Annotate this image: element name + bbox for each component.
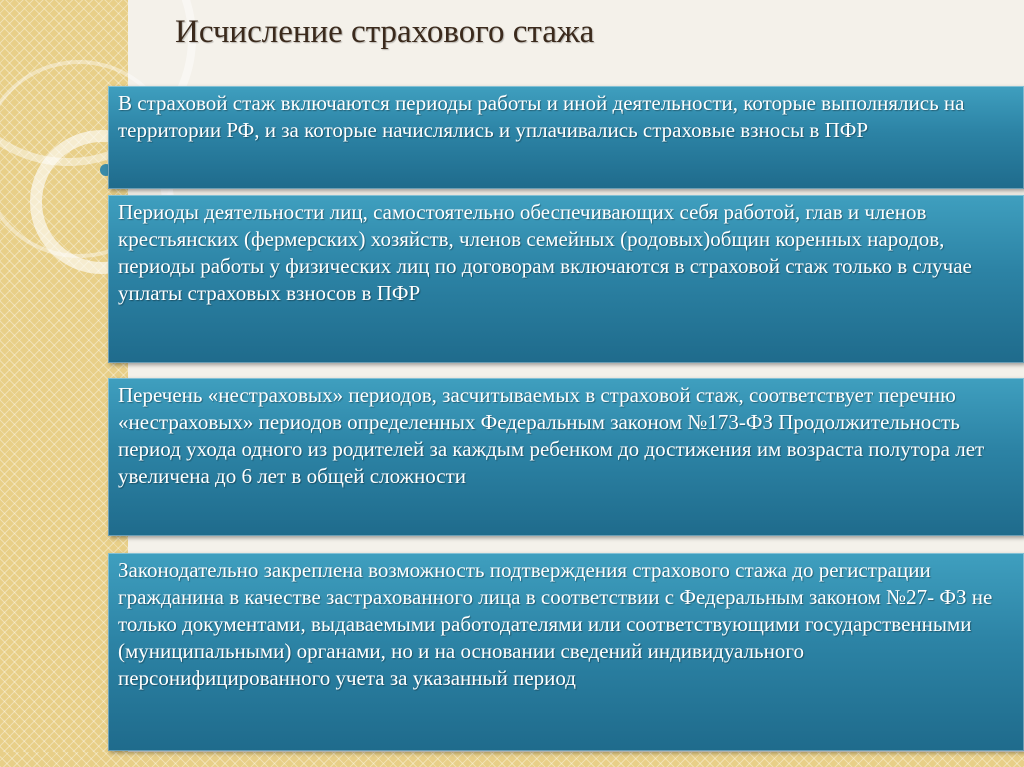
text-block-content: Законодательно закреплена возможность подтверждения страхового стажа до регистрации гражданина в качестве застрахованного лица в соответствии с Федеральным законом №27- ФЗ не только документами, выдаваемыми работодателями или соответствующими государственными (муниципальными) органами, но и на основании сведений индивидуального персонифицированного учета за указанный период	[118, 558, 993, 690]
text-block-3	[108, 378, 1024, 536]
decorative-bottom-strip	[0, 752, 1024, 767]
text-block-content: Периоды деятельности лиц, самостоятельно обеспечивающих себя работой, глав и членов крестьянских (фермерских) хозяйств, членов семейных (родовых)общин коренных народов, периоды работы у физических лиц по договорам включаются в страховой стаж только в случае уплаты страховых взносов в ПФР	[118, 200, 972, 305]
text-block-1	[108, 86, 1024, 189]
slide-title: Исчисление страхового стажа	[175, 14, 595, 50]
text-block-content: Перечень «нестраховых» периодов, засчитываемых в страховой стаж, соответствует перечню «нестраховых» периодов определенных Федеральным законом №173-ФЗ Продолжительность период ухода одного из родителей за каждым ребенком до достижения им возраста полутора лет увеличена до 6 лет в общей сложности	[118, 383, 985, 488]
text-block-content: В страховой стаж включаются периоды работы и иной деятельности, которые выполнялись на территории РФ, и за которые начислялись и уплачивались страховые взносы в ПФР	[118, 91, 965, 142]
text-block-4	[108, 553, 1024, 751]
text-block-2	[108, 195, 1024, 363]
